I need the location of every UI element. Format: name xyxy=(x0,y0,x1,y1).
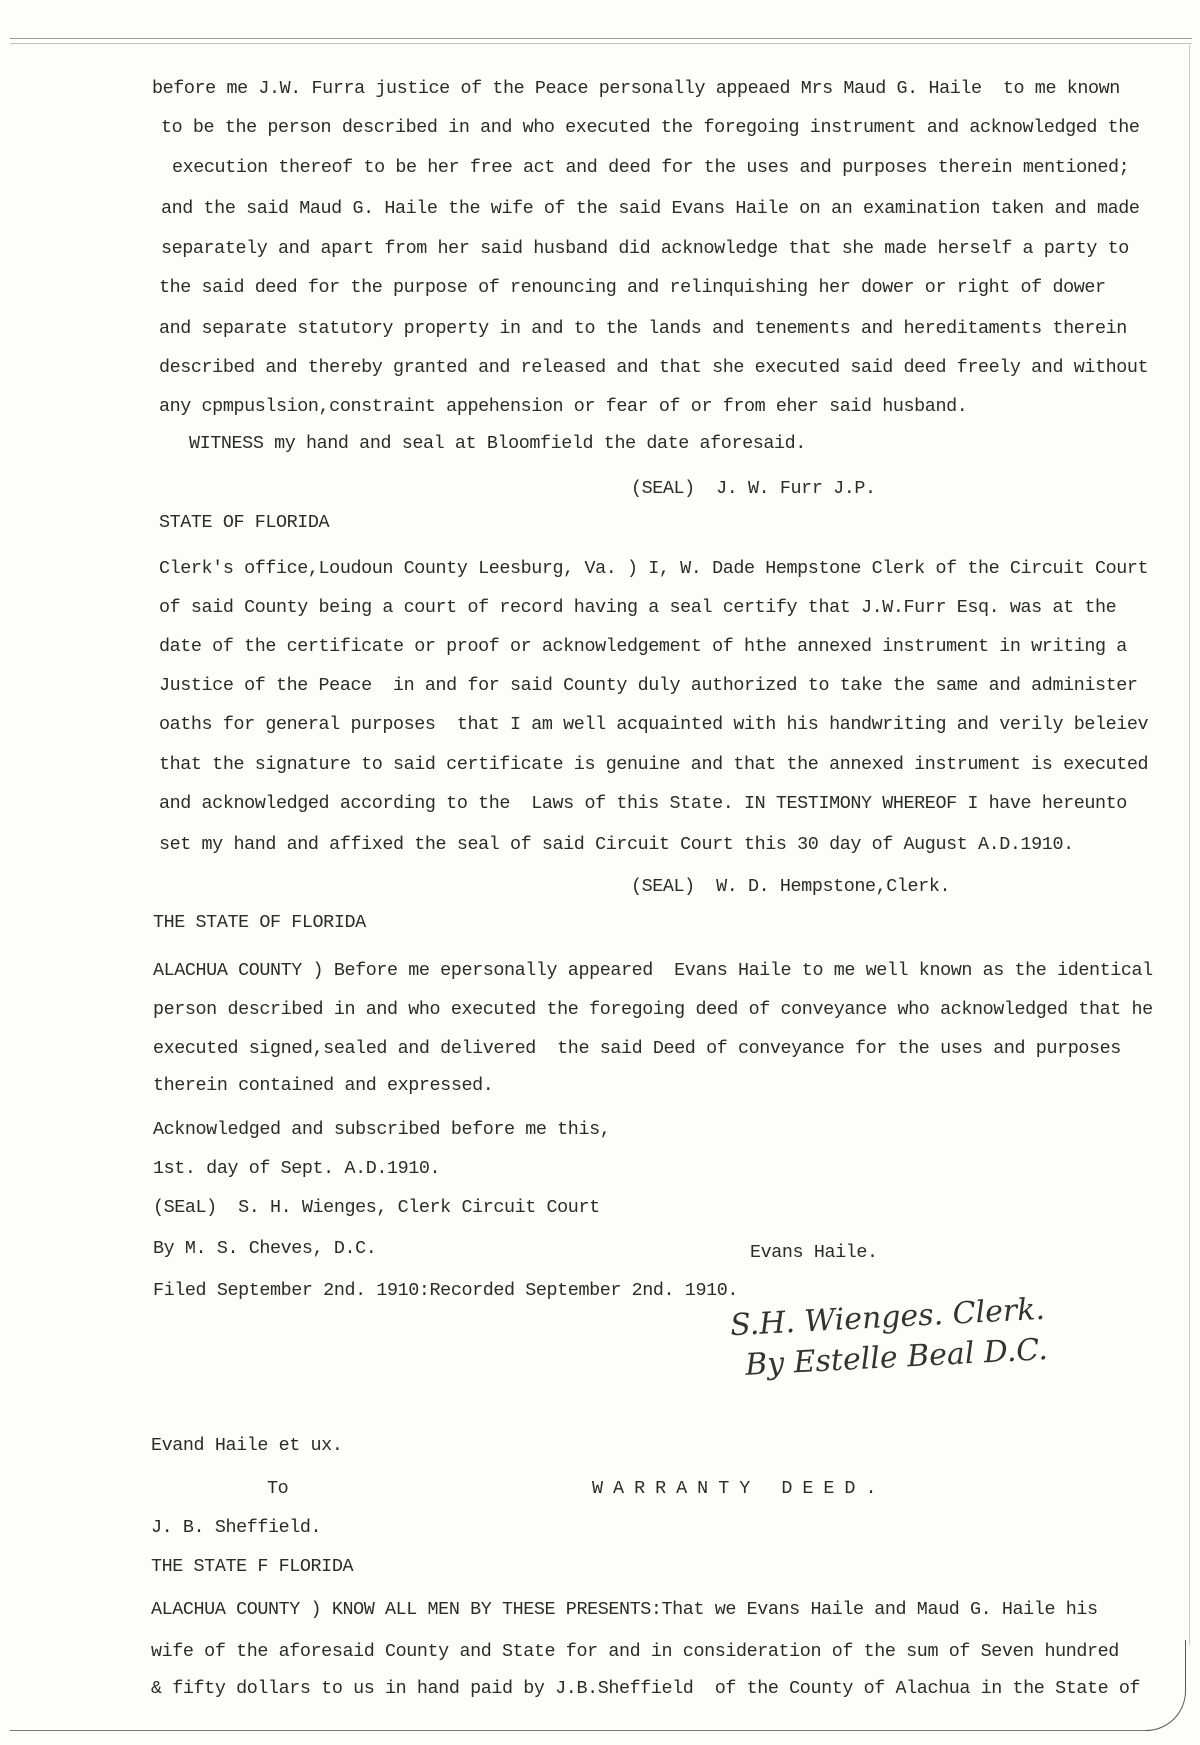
text-line: Justice of the Peace in and for said County duly authorized to take the same and administer xyxy=(159,675,1138,696)
deed-title: WARRANTY DEED. xyxy=(592,1478,887,1499)
text-line: before me J.W. Furra justice of the Peace personally appeaed Mrs Maud G. Haile to me known xyxy=(152,78,1120,99)
handwritten-signature: S.H. Wienges. Clerk. xyxy=(729,1291,1046,1344)
text-line: By M. S. Cheves, D.C. xyxy=(153,1238,377,1259)
text-line: executed signed,sealed and delivered the said Deed of conveyance for the uses and purposes xyxy=(153,1038,1121,1059)
seal-signature-hempstone: (SEAL) W. D. Hempstone,Clerk. xyxy=(631,876,951,897)
text-line: Clerk's office,Loudoun County Leesburg, Va. ) I, W. Dade Hempstone Clerk of the Circuit Court xyxy=(159,558,1149,579)
text-line: of said County being a court of record having a seal certify that J.W.Furr Esq. was at the xyxy=(159,597,1117,618)
right-page-edge xyxy=(1189,45,1190,1645)
grantor-name: Evand Haile et ux. xyxy=(151,1435,343,1456)
text-line: wife of the aforesaid County and State for and in consideration of the sum of Seven hundred xyxy=(151,1641,1119,1662)
section-heading: STATE OF FLORIDA xyxy=(159,512,330,533)
top-border-line xyxy=(10,38,1192,39)
section-heading: THE STATE OF FLORIDA xyxy=(153,912,366,933)
section-heading: THE STATE F FLORIDA xyxy=(151,1556,354,1577)
top-border-line xyxy=(10,43,1192,44)
text-line: the said deed for the purpose of renouncing and relinquishing her dower or right of dower xyxy=(159,277,1106,298)
text-line: oaths for general purposes that I am well acquainted with his handwriting and verily beleiev xyxy=(159,714,1149,735)
text-line: Filed September 2nd. 1910:Recorded September 2nd. 1910. xyxy=(153,1280,738,1301)
text-line: execution thereof to be her free act and deed for the uses and purposes therein mentioned; xyxy=(172,157,1130,178)
bottom-page-edge xyxy=(10,1730,1150,1731)
text-line: and the said Maud G. Haile the wife of the said Evans Haile on an examination taken and made xyxy=(161,198,1140,219)
text-line: ALACHUA COUNTY ) Before me epersonally appeared Evans Haile to me well known as the identical xyxy=(153,960,1153,981)
grantor-signature: Evans Haile. xyxy=(750,1242,878,1263)
page-corner-curl xyxy=(1145,1640,1186,1731)
text-line: separately and apart from her said husband did acknowledge that she made herself a party to xyxy=(161,238,1129,259)
text-line: person described in and who executed the foregoing deed of conveyance who acknowledged that he xyxy=(153,999,1153,1020)
text-line: 1st. day of Sept. A.D.1910. xyxy=(153,1158,441,1179)
text-line: that the signature to said certificate is genuine and that the annexed instrument is executed xyxy=(159,754,1149,775)
text-line: WITNESS my hand and seal at Bloomfield the date aforesaid. xyxy=(189,433,806,454)
text-line: set my hand and affixed the seal of said Circuit Court this 30 day of August A.D.1910. xyxy=(159,834,1074,855)
text-line: Acknowledged and subscribed before me this, xyxy=(153,1119,611,1140)
text-line: ALACHUA COUNTY ) KNOW ALL MEN BY THESE PRESENTS:That we Evans Haile and Maud G. Haile his xyxy=(151,1599,1098,1620)
text-line: therein contained and expressed. xyxy=(153,1075,494,1096)
to-label: To xyxy=(267,1478,289,1499)
text-line: and acknowledged according to the Laws of this State. IN TESTIMONY WHEREOF I have hereunto xyxy=(159,793,1127,814)
text-line: (SEaL) S. H. Wienges, Clerk Circuit Court xyxy=(153,1197,600,1218)
grantee-name: J. B. Sheffield. xyxy=(151,1517,322,1538)
text-line: described and thereby granted and released and that she executed said deed freely and without xyxy=(159,357,1149,378)
handwritten-signature: By Estelle Beal D.C. xyxy=(744,1332,1049,1383)
text-line: date of the certificate or proof or acknowledgement of hthe annexed instrument in writing a xyxy=(159,636,1127,657)
text-line: and separate statutory property in and to the lands and tenements and hereditaments therein xyxy=(159,318,1127,339)
text-line: & fifty dollars to us in hand paid by J.B.Sheffield of the County of Alachua in the State of xyxy=(151,1678,1141,1699)
seal-signature-furr: (SEAL) J. W. Furr J.P. xyxy=(631,478,876,499)
text-line: to be the person described in and who executed the foregoing instrument and acknowledged the xyxy=(161,117,1140,138)
text-line: any cpmpuslsion,constraint appehension or fear of or from eher said husband. xyxy=(159,396,968,417)
